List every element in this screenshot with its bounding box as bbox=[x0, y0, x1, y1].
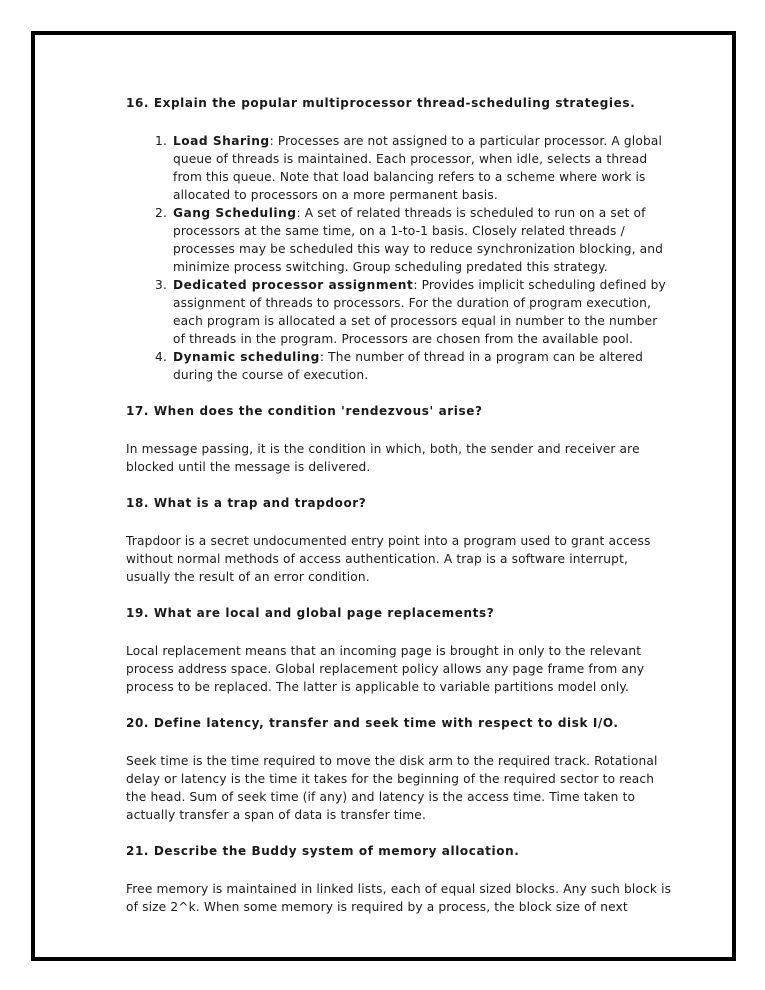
question-18: 18. What is a trap and trapdoor? bbox=[126, 496, 367, 510]
answer-21: Free memory is maintained in linked lists, each of equal sized blocks. Any such block is of size 2^k. When some memory is required by a process, the block size of next bbox=[126, 882, 672, 914]
list-item-text: : A set of related threads is scheduled to run on a set of processors at the same time, on a 1-to-1 basis. Closely related threads / processes may be scheduled this way to reduce synchronization blocking, and minimize process switching. Group scheduling predated this strategy. bbox=[173, 206, 664, 274]
answer-20: Seek time is the time required to move the disk arm to the required track. Rotational delay or latency is the time it takes for the beginning of the required sector to reach the head. Sum of seek time (if any) and latency is the access time. Time taken to actually transfer a span of data is transfer time. bbox=[126, 754, 658, 822]
answer-19: Local replacement means that an incoming page is brought in only to the relevant process address space. Global replacement policy allows any page frame from any process to be replaced. The latter is applicable to variable partitions model only. bbox=[126, 644, 645, 694]
term-dynamic-scheduling: Dynamic scheduling bbox=[173, 350, 320, 364]
document-body bbox=[126, 94, 672, 934]
answer-17: In message passing, it is the condition in which, both, the sender and receiver are blocked until the message is delivered. bbox=[126, 442, 640, 474]
list-item-text: : The number of thread in a program can be altered during the course of execution. bbox=[173, 350, 644, 382]
scheduling-strategies-list bbox=[126, 132, 672, 384]
list-item bbox=[171, 276, 672, 348]
answer-18: Trapdoor is a secret undocumented entry point into a program used to grant access without normal methods of access authentication. A trap is a software interrupt, usually the result of an error condition. bbox=[126, 534, 651, 584]
list-item bbox=[171, 348, 672, 384]
question-20: 20. Define latency, transfer and seek time with respect to disk I/O. bbox=[126, 716, 619, 730]
question-16: 16. Explain the popular multiprocessor thread-scheduling strategies. bbox=[126, 96, 636, 110]
list-item-text: : Processes are not assigned to a particular processor. A global queue of threads is maintained. Each processor, when idle, selects a thread from this queue. Note that load balancing refers to a scheme where work is allocated to processors on a more permanent basis. bbox=[173, 134, 662, 202]
question-17: 17. When does the condition 'rendezvous' arise? bbox=[126, 404, 483, 418]
question-19: 19. What are local and global page replacements? bbox=[126, 606, 495, 620]
term-dedicated-processor-assignment: Dedicated processor assignment bbox=[173, 278, 414, 292]
list-item bbox=[171, 204, 672, 276]
term-load-sharing: Load Sharing bbox=[173, 134, 270, 148]
list-item-text: : Provides implicit scheduling defined by assignment of threads to processors. For the duration of program execution, each program is allocated a set of processors equal in number to the number of threads in the program. Processors are chosen from the available pool. bbox=[173, 278, 666, 346]
question-21: 21. Describe the Buddy system of memory allocation. bbox=[126, 844, 520, 858]
list-item bbox=[171, 132, 672, 204]
term-gang-scheduling: Gang Scheduling bbox=[173, 206, 297, 220]
